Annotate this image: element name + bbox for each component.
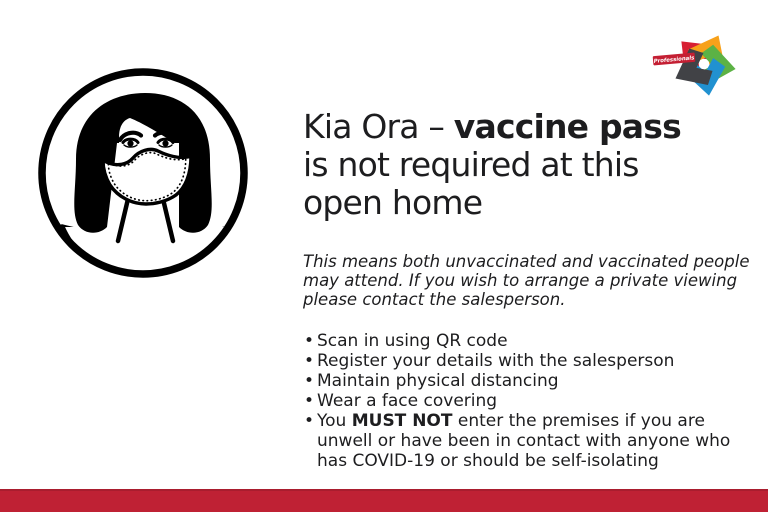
title-line-3: open home: [303, 183, 483, 222]
title-regular-part: Kia Ora –: [303, 107, 454, 146]
intro-paragraph: [303, 252, 748, 309]
bullet-dot: •: [304, 351, 315, 371]
list-item: [303, 331, 748, 351]
warning-bold: MUST NOT: [351, 411, 453, 431]
title-line-2: is not required at this: [303, 145, 639, 184]
notice-text-column: [303, 108, 748, 471]
bullet-dot: •: [304, 331, 315, 351]
list-item-text: Maintain physical distancing: [317, 371, 559, 391]
title-bold-part: vaccine pass: [453, 107, 681, 146]
list-item: [303, 371, 748, 391]
warning-line-2: unwell or have been in contact with anyone who: [317, 431, 731, 451]
list-item-text: Wear a face covering: [317, 391, 498, 411]
warning-rest: enter the premises if you are: [452, 411, 705, 431]
rules-list: [303, 331, 748, 471]
list-item: [303, 391, 748, 411]
list-item-warning: [303, 411, 748, 471]
professionals-logo: [652, 30, 748, 100]
page-title: [303, 108, 748, 222]
intro-line-1: This means both unvaccinated and vaccinated people: [303, 252, 750, 271]
bullet-dot: •: [304, 371, 315, 391]
bullet-dot: •: [304, 391, 315, 411]
list-item: [303, 351, 748, 371]
list-item-text: Register your details with the salesperson: [317, 351, 675, 371]
footer-accent-bar: [0, 489, 768, 512]
list-item-text: Scan in using QR code: [317, 331, 508, 351]
intro-line-2: may attend. If you wish to arrange a private viewing: [303, 271, 738, 290]
warning-pre: You: [317, 411, 352, 431]
bullet-dot: •: [304, 411, 315, 431]
logo-ribbon-label: Professionals: [653, 55, 695, 65]
warning-line-3: has COVID-19 or should be self-isolating: [317, 451, 659, 471]
face-mask: [103, 149, 191, 204]
intro-line-3: please contact the salesperson.: [303, 290, 566, 309]
masked-person-illustration: [33, 63, 253, 283]
